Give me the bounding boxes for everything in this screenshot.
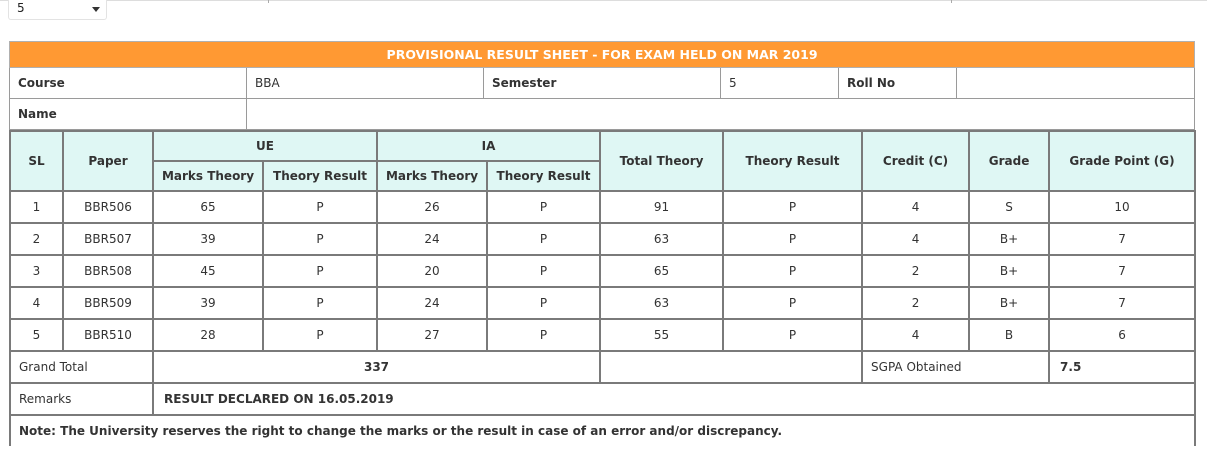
cell-grade: B+	[969, 287, 1049, 319]
grand-total-value: 337	[153, 351, 600, 383]
semester-select[interactable]	[8, 0, 107, 20]
cell-grade: B+	[969, 255, 1049, 287]
header-grade: Grade	[969, 131, 1049, 191]
cell-ia-marks: 20	[377, 255, 487, 287]
cell-sl: 5	[10, 319, 63, 351]
cell-ia-result: P	[487, 191, 600, 223]
cell-grade-point: 10	[1049, 191, 1195, 223]
semester-select-value: 5	[17, 1, 25, 15]
cell-ia-result: P	[487, 255, 600, 287]
marks-table	[9, 130, 1196, 446]
cell-sl: 2	[10, 223, 63, 255]
divider-tick	[268, 0, 269, 3]
name-label: Name	[10, 99, 247, 130]
info-table	[9, 41, 1195, 130]
rollno-value	[957, 68, 1195, 99]
top-divider	[0, 0, 1207, 1]
grand-total-row	[10, 351, 1195, 383]
cell-ue-result: P	[263, 191, 377, 223]
header-ue-marks: Marks Theory	[153, 161, 263, 191]
header-paper: Paper	[63, 131, 153, 191]
cell-ia-result: P	[487, 287, 600, 319]
header-theory-result: Theory Result	[723, 131, 862, 191]
remarks-label: Remarks	[10, 383, 153, 415]
cell-ia-marks: 26	[377, 191, 487, 223]
header-ia-marks: Marks Theory	[377, 161, 487, 191]
header-sl: SL	[10, 131, 63, 191]
semester-value: 5	[721, 68, 839, 99]
header-ue: UE	[153, 131, 377, 161]
cell-total: 91	[600, 191, 723, 223]
cell-ue-result: P	[263, 223, 377, 255]
cell-credit: 2	[862, 287, 969, 319]
grand-total-label: Grand Total	[10, 351, 153, 383]
semester-label: Semester	[484, 68, 721, 99]
header-credit: Credit (C)	[862, 131, 969, 191]
cell-grade: B+	[969, 223, 1049, 255]
disclaimer-note: Note: The University reserves the right to change the marks or the result in case of an error and/or discrepancy.	[10, 415, 1195, 446]
cell-paper: BBR508	[63, 255, 153, 287]
cell-total: 55	[600, 319, 723, 351]
cell-credit: 4	[862, 223, 969, 255]
cell-total: 65	[600, 255, 723, 287]
header-ue-result: Theory Result	[263, 161, 377, 191]
sgpa-value: 7.5	[1049, 351, 1195, 383]
cell-credit: 2	[862, 255, 969, 287]
cell-ue-result: P	[263, 287, 377, 319]
cell-ue-marks: 28	[153, 319, 263, 351]
cell-result: P	[723, 287, 862, 319]
cell-grade: S	[969, 191, 1049, 223]
cell-ia-result: P	[487, 319, 600, 351]
name-value	[247, 99, 1195, 130]
divider-tick	[951, 0, 952, 3]
cell-ue-marks: 39	[153, 223, 263, 255]
cell-paper: BBR507	[63, 223, 153, 255]
cell-ue-result: P	[263, 319, 377, 351]
grand-total-empty	[600, 351, 862, 383]
header-grade-point: Grade Point (G)	[1049, 131, 1195, 191]
remarks-row	[10, 383, 1195, 415]
cell-paper: BBR509	[63, 287, 153, 319]
cell-ia-marks: 24	[377, 223, 487, 255]
cell-paper: BBR510	[63, 319, 153, 351]
header-total-theory: Total Theory	[600, 131, 723, 191]
table-row	[10, 191, 1195, 223]
table-row	[10, 255, 1195, 287]
cell-grade-point: 7	[1049, 223, 1195, 255]
cell-result: P	[723, 255, 862, 287]
header-ia-result: Theory Result	[487, 161, 600, 191]
cell-ue-marks: 65	[153, 191, 263, 223]
cell-result: P	[723, 223, 862, 255]
cell-sl: 4	[10, 287, 63, 319]
cell-total: 63	[600, 287, 723, 319]
table-row	[10, 287, 1195, 319]
cell-paper: BBR506	[63, 191, 153, 223]
chevron-down-icon	[92, 7, 100, 12]
cell-ia-marks: 24	[377, 287, 487, 319]
sheet-title: PROVISIONAL RESULT SHEET - FOR EXAM HELD ON MAR 2019	[10, 42, 1195, 68]
sgpa-label: SGPA Obtained	[862, 351, 1049, 383]
cell-grade-point: 7	[1049, 287, 1195, 319]
cell-ia-marks: 27	[377, 319, 487, 351]
table-row	[10, 319, 1195, 351]
cell-total: 63	[600, 223, 723, 255]
course-value: BBA	[247, 68, 484, 99]
cell-grade: B	[969, 319, 1049, 351]
cell-sl: 1	[10, 191, 63, 223]
cell-ue-marks: 45	[153, 255, 263, 287]
cell-result: P	[723, 319, 862, 351]
cell-grade-point: 6	[1049, 319, 1195, 351]
cell-sl: 3	[10, 255, 63, 287]
cell-ue-marks: 39	[153, 287, 263, 319]
note-row	[10, 415, 1195, 446]
cell-ia-result: P	[487, 223, 600, 255]
cell-grade-point: 7	[1049, 255, 1195, 287]
remarks-value: RESULT DECLARED ON 16.05.2019	[153, 383, 1195, 415]
cell-credit: 4	[862, 319, 969, 351]
table-row	[10, 223, 1195, 255]
course-label: Course	[10, 68, 247, 99]
header-ia: IA	[377, 131, 600, 161]
rollno-label: Roll No	[839, 68, 957, 99]
result-sheet	[9, 41, 1194, 446]
cell-ue-result: P	[263, 255, 377, 287]
cell-result: P	[723, 191, 862, 223]
cell-credit: 4	[862, 191, 969, 223]
